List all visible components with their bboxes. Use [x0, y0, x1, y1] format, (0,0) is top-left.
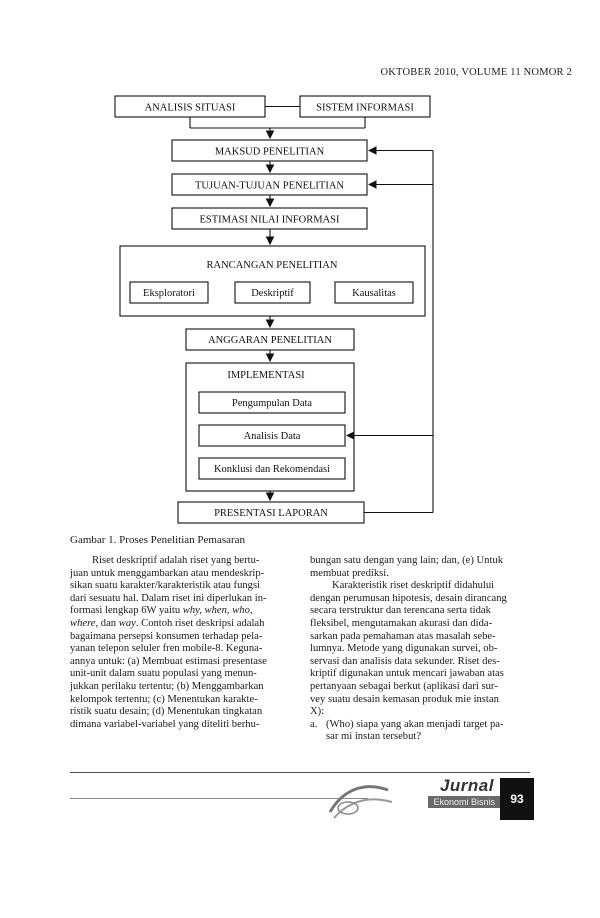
label-konklusi: Konklusi dan Rekomendasi [213, 464, 331, 475]
running-header: OKTOBER 2010, VOLUME 11 NOMOR 2 [380, 67, 572, 78]
text-line: yanan telepon seluler fren mobile-8. Keguna- [70, 643, 263, 655]
list-item [310, 719, 529, 732]
text-line: sarkan pada pemahaman atas masalah sebe- [310, 630, 496, 642]
text-line: secara terstruktur dan terencana serta tidak [310, 605, 491, 617]
text-line: membuat prediksi. [310, 567, 389, 579]
label-estimasi: ESTIMASI NILAI INFORMASI [199, 214, 340, 226]
text-line: vey suatu desain kemasan produk mie instan [310, 693, 499, 705]
text-line: Riset deskriptif adalah riset yang bertu- [92, 555, 260, 566]
label-maksud: MAKSUD PENELITIAN [214, 146, 325, 158]
box-rancangan [120, 246, 425, 316]
swirl-icon [326, 778, 396, 822]
text-line: dengan perumusan hipotesis, desain dirancang [310, 592, 507, 604]
text-line: Karakteristik riset deskriptif didahului [332, 580, 495, 592]
page-number: 93 [500, 778, 534, 820]
text-line: dari sesuatu hal. Dalam riset ini diperlukan in- [70, 592, 267, 604]
label-sistem-informasi: SISTEM INFORMASI [316, 102, 414, 114]
figure-caption: Gambar 1. Proses Penelitian Pemasaran [70, 534, 246, 546]
label-implementasi: IMPLEMENTASI [227, 370, 305, 381]
text-line: fleksibel, mengutamakan akurasi dan dida- [310, 617, 493, 629]
logo-title: Jurnal [439, 776, 494, 795]
label-presentasi: PRESENTASI LAPORAN [214, 508, 328, 519]
text-line: dimana variabel-variabel yang diteliti berhu- [70, 718, 260, 730]
text-line: unit-unit dalam suatu populasi yang menun- [70, 668, 257, 680]
text-line: kelompok tertentu; (c) Menentukan karakte- [70, 693, 258, 705]
label-analisis-data: Analisis Data [243, 431, 301, 442]
list-marker: a. [310, 718, 318, 730]
text-line: servasi dan analisis data sekunder. Riset des- [310, 655, 500, 667]
text-line: where, dan way. Contoh riset deskripsi adalah [70, 617, 265, 629]
text-line: annya untuk: (a) Membuat estimasi presentase [70, 655, 267, 667]
text-line: sar mi instan tersebut? [326, 731, 422, 743]
label-deskriptif: Deskriptif [251, 288, 294, 299]
footer-rule [70, 772, 530, 773]
text-line: bagaimana persepsi konsumen terhadap pela- [70, 630, 263, 642]
text-line: sikan suatu karakter/karakteristik atau fungsi [70, 580, 261, 592]
logo-subtitle: Ekonomi Bisnis [428, 796, 500, 808]
label-eksploratori: Eksploratori [143, 288, 195, 299]
label-kausalitas: Kausalitas [352, 288, 396, 299]
body-column-left [70, 555, 289, 731]
text-line: lumnya. Metode yang digunakan survei, ob- [310, 643, 498, 655]
label-pengumpulan: Pengumpulan Data [231, 398, 313, 409]
label-rancangan: RANCANGAN PENELITIAN [206, 260, 338, 271]
text-line: pertanyaan sebagai berkut (aplikasi dari sur- [310, 680, 498, 692]
text-line: bungan satu dengan yang lain; dan, (e) Untuk [310, 555, 503, 566]
text-line: ristik suatu desain; (d) Menentukan tingkatan [70, 706, 263, 718]
label-analisis-situasi: ANALISIS SITUASI [144, 102, 236, 114]
list-text: (Who) siapa yang akan menjadi target pa- [326, 718, 504, 730]
label-anggaran: ANGGARAN PENELITIAN [208, 335, 332, 346]
text-line: X): [310, 706, 325, 718]
text-line: juan untuk menggambarkan atau mendeskrip- [70, 567, 265, 579]
label-tujuan: TUJUAN-TUJUAN PENELITIAN [194, 180, 345, 192]
journal-logo [322, 774, 500, 822]
body-column-right [310, 555, 529, 744]
text-line: kriptif digunakan untuk mencari jawaban atas [310, 668, 504, 680]
text-line: jukkan perilaku tertentu; (b) Menggambarkan [70, 680, 264, 692]
text-line: formasi lengkap 6W yaitu why, when, who, [70, 605, 253, 617]
